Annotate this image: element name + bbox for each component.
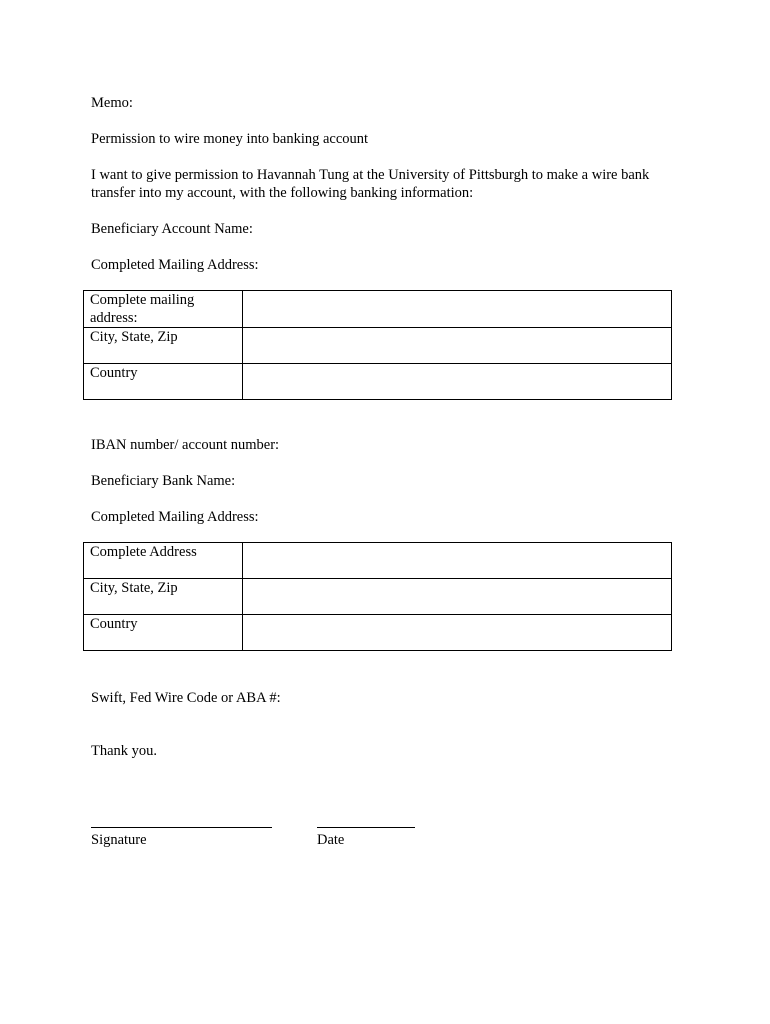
city-state-zip-field[interactable] [243,328,672,364]
signature-label: Signature [91,832,147,848]
swift-code-label: Swift, Fed Wire Code or ABA #: [91,690,281,706]
beneficiary-address-table [83,290,672,400]
row-label: Country [84,615,243,651]
beneficiary-account-name-label: Beneficiary Account Name: [91,221,253,237]
memo-label: Memo: [91,95,133,111]
beneficiary-mailing-address-label: Completed Mailing Address: [91,257,259,273]
date-line[interactable] [317,827,415,828]
bank-country-field[interactable] [243,615,672,651]
table-row [84,615,672,651]
row-label: City, State, Zip [84,328,243,364]
table-row [84,364,672,400]
row-label: Complete Address [84,543,243,579]
country-field[interactable] [243,364,672,400]
address-value-field[interactable] [243,291,672,328]
bank-city-state-zip-field[interactable] [243,579,672,615]
table-row [84,579,672,615]
row-label: City, State, Zip [84,579,243,615]
table-row [84,328,672,364]
body-paragraph: I want to give permission to Havannah Tung at the University of Pittsburgh to make a wire bank transfer into my account, with the following banking information: [91,167,650,201]
closing-text: Thank you. [91,743,158,759]
signature-line[interactable] [91,827,272,828]
iban-label: IBAN number/ account number: [91,437,280,453]
bank-address-field[interactable] [243,543,672,579]
row-label: Country [84,364,243,400]
memo-subject: Permission to wire money into banking account [91,131,369,147]
table-row [84,291,672,328]
bank-mailing-address-label: Completed Mailing Address: [91,509,259,525]
date-label: Date [317,832,345,848]
row-label: Complete mailing address: [84,291,243,328]
bank-address-table [83,542,672,651]
table-row [84,543,672,579]
bank-name-label: Beneficiary Bank Name: [91,473,236,489]
